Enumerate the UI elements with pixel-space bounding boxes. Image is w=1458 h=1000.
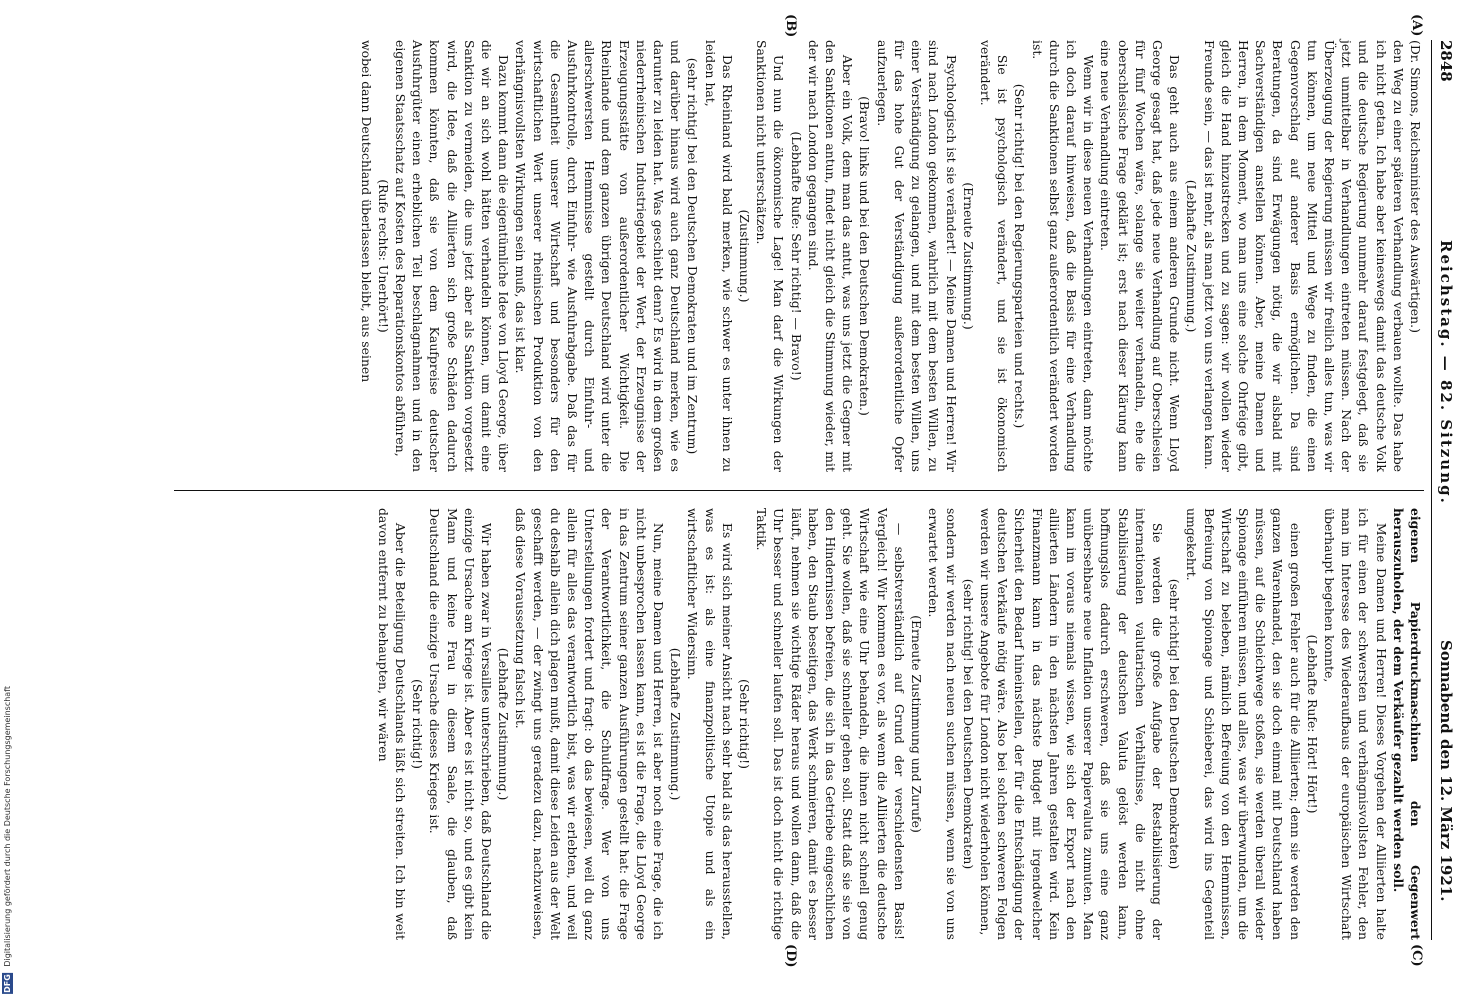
paragraph: (Bravo! links und bei den Deutschen Demokraten.) bbox=[857, 96, 873, 416]
margin-mark-d: (D) bbox=[783, 944, 798, 968]
running-head bbox=[1431, 40, 1458, 940]
paragraph: einen großen Fehler auch für die Alliierten; denn sie werden den ganzen Warenhandel, den sie doch einmal mit Deutschland haben müssen, auf die Schleichwege stoßen, sie werden überall wieder Spionage einführen müssen, und alles, was wir überwunden, um die Wirtschaft zu beleben, nämlich Befreiung von den Hemmnissen, Befreiung von Spionage und Schieberei, das wird ins Gegenteil umgekehrt. bbox=[1184, 508, 1303, 940]
column-divider bbox=[174, 490, 1424, 491]
paragraph: (Erneute Zustimmung.) bbox=[960, 182, 976, 330]
right-column bbox=[375, 508, 1424, 940]
left-column bbox=[357, 40, 1424, 472]
paragraph: den Weg zu einer späteren Verhandlung verbauen wollte. Das habe ich nicht getan. Ich habe aber keineswegs damit das deutsche Volk und die deutsche Regierung nunmehr darauf festgelegt, daß sie jetzt unmittelbar in Verhandlungen eintreten müssen. Nach der Überzeugung der Regierung müssen wir freilich alles tun, was wir tun können, um neue Mittel und Wege zu finden, die einen Gegenvorschlag auf anderer Basis ermöglichen. Da sind Beratungen, da sind Erwägungen nötig, die wir alsbald mit Sachverständigen anstellen können. Aber, meine Damen und Herren, in dem Moment, wo man uns eine solche Ohrfeige gibt, gleich die Hand hinzustrecken und zu sagen: wir wollen wieder Freunde sein, — das ist mehr, als man jetzt von uns verlangen kann. bbox=[1201, 40, 1406, 472]
paragraph: Wir haben zwar in Versailles unterschrieben, daß Deutschland die einzige Ursache am Kriege ist. Aber es ist nicht so, und es gibt kein Mann und keine Frau in diesem Saale, die glauben, daß Deutschland die einzige Ursache dieses Krieges ist. bbox=[427, 508, 495, 940]
margin-mark-c: (C) bbox=[1409, 944, 1424, 967]
paragraph: und darüber hinaus wird auch ganz Deutschland merken, wie es darunter zu leiden hat. Was geschieht denn? Es wird in dem großen niederrheinischen Industriegebiet der Wert, der Erzeugnisse der Erzeugungsstätte von außerordentlicher Wichtigkeit. Die Rheinlande und dem ganzen übrigen Deutschland wird unter die allerschwersten Hemmnisse gestellt durch Einfuhr- und Ausfuhrkontrolle, durch Einfuhr- wie Ausfuhrabgabe. Daß das für die Gesamtheit unserer Wirtschaft und besonders für den wirtschaftlichen Wert unserer rheinischen Produktion von den verhängnisvollsten Wirkungen sein muß, das ist klar. bbox=[513, 40, 684, 472]
paragraph: Das Rheinland wird bald merken, wie schwer es unter ihnen zu leiden hat, bbox=[702, 40, 735, 472]
credit-text: Digitalisierung gefördert durch die Deutsche Forschungsgemeinschaft bbox=[3, 686, 12, 967]
paragraph: (Rufe rechts: Unerhört!) bbox=[375, 179, 391, 333]
paragraph: wobei dann Deutschland überlassen bleibt, aus seinen bbox=[358, 40, 374, 383]
paragraph: Aber die Beteiligung Deutschlands läßt sich streiten. Ich bin weit davon entfernt zu behaupten, wir wären bbox=[375, 508, 409, 940]
digitization-credit bbox=[2, 686, 16, 994]
paragraph: (Zustimmung.) bbox=[737, 209, 753, 303]
paragraph: (sehr richtig! bei den Deutschen Demokraten) bbox=[960, 578, 976, 870]
paragraph: Meine Damen und Herren! Dieses Vorgehen der Alliierten halte ich für einen der schwersten und verhängnisvollsten Fehler, den man im Interesse des Wiederaufbaus der europäischen Wirtschaft überhaupt begehen konnte, bbox=[1321, 508, 1389, 940]
paragraph: (sehr richtig! bei den Deutschen Demokraten und im Zentrum) bbox=[685, 57, 701, 455]
paragraph: (Erneute Zustimmung und Zurufe) bbox=[909, 615, 925, 833]
paragraph: Und nun die ökonomische Lage! Man darf die Wirkungen der Sanktionen nicht unterschätzen. bbox=[754, 40, 787, 472]
margin-mark-a: (A) bbox=[1409, 14, 1424, 37]
paragraph: (Sehr richtig!) bbox=[410, 679, 426, 769]
paragraph: (Sehr richtig!) bbox=[737, 679, 753, 769]
dfg-logo: DFG bbox=[3, 974, 12, 993]
paragraph: Dazu kommt dann die eigentümliche Idee von Lloyd George, über die wir an sich wohl hätten verhandeln können, um damit eine Sanktion zu vermeiden, die uns jetzt aber als Sanktion vorgesetzt wird, die Idee, daß die Alliierten sich große Schäden dadurch kommen könnten, daß sie von dem Kaufpreise deutscher Ausfuhrgüter einen erheblichen Teil beschlagnahmen und in den eigenen Staatsschatz auf Kosten des Reparationskontos abführen, bbox=[393, 40, 512, 472]
paragraph: Nun, meine Damen und Herren, ist aber noch eine Frage, die ich nicht unbesprochen lassen kann, es ist die Frage, die Lloyd George in das Zentrum seiner ganzen Ausführungen gestellt hat: die Frage der Verantwortlichkeit, die Schuldfrage. Wer von uns Unterstellungen fordert und fragt: ob das bewiesen, weil du ganz allein für alles das verantwortlich bist, was wir erlebten, und weil du deshalb allein dich plagen mußt, damit diese Leiden aus der Welt geschafft werden, — der zwingt uns geradezu dazu, nachzuweisen, daß diese Voraussetzung falsch ist. bbox=[513, 508, 667, 940]
paragraph: (Lebhafte Zustimmung.) bbox=[1184, 179, 1200, 333]
paragraph: eigenen Papierdruckmaschinen den Gegenwert herauszuholen, der dem Verkäufer gezahlt werden soll. bbox=[1390, 508, 1423, 940]
paragraph: Es wird sich meiner Ansicht nach sehr bald als das herausstellen, was es ist: als eine finanzpolitische Utopie und als ein wirtschaftlicher Widersinn. bbox=[685, 508, 735, 940]
paragraph: Psychologisch ist sie verändert! — Meine Damen und Herren! Wir sind nach London gekommen, wahrlich mit dem besten Willen, zu einer Verständigung zu gelangen, und mit dem besten Willen, uns für das hohe Gut der Verständigung außerordentliche Opfer aufzuerlegen. bbox=[874, 40, 959, 472]
paragraph: (Dr. Simons, Reichsminister des Auswärtigen.) bbox=[1408, 40, 1423, 333]
paragraph: (Sehr richtig! bei den Regierungsparteien und rechts.) bbox=[1012, 83, 1028, 429]
paragraph: Sie ist psychologisch verändert, und sie ist ökonomisch verändert. bbox=[977, 40, 1011, 472]
paragraph: sondern wir werden nach neuen suchen müssen, wenn sie von uns erwartet werden. bbox=[926, 508, 959, 940]
paragraph: (Lebhafte Rufe: Hört! Hört!) bbox=[1304, 634, 1320, 814]
newspaper-page bbox=[158, 14, 1458, 968]
margin-mark-b: (B) bbox=[783, 14, 798, 38]
paragraph: Das geht auch aus einem anderen Grunde nicht. Wenn Lloyd George gesagt hat, daß jede neue Verhandlung auf Oberschlesien für fünf Wochen wäre, solange sie weiter verhandeln, ehe die oberschlesische Frage geklärt ist; erst nach dieser Klärung kann eine neue Verhandlung eintreten. bbox=[1098, 40, 1183, 472]
paragraph: Sie werden die große Aufgabe der Restabilisierung der internationalen valutarischen Verhältnisse, die nicht ohne Stabilisierung der deutschen Valuta gelöst werden kann, hoffnungslos dadurch erschweren, daß sie uns eine ganz unübersehbare neue Inflation unserer Papiervaluta zumuten. Man kann im voraus niemals wissen, wie sich der Export nach den alliierten Ländern in den nächsten Jahren gestalten wird. Kein Finanzmann kann in das nächste Budget mit irgendwelcher Sicherheit den Bedarf hineinstellen, der für die Entschädigung der deutschen Verkäufe nötig wäre. Also bei solchen schweren Folgen werden wir unsere Angebote für London nicht wiederholen können, bbox=[977, 508, 1165, 940]
paragraph: (Lebhafte Zustimmung.) bbox=[668, 647, 684, 801]
paragraph: (Lebhafte Zustimmung.) bbox=[496, 647, 512, 801]
paragraph: Aber ein Volk, dem man das antut, was uns jetzt die Gegner mit den Sanktionen antun, findet nicht gleich die Stimmung wieder, mit der wir nach London gegangen sind. bbox=[805, 40, 856, 472]
page-title: Reichstag. — 82. Sitzung. bbox=[1437, 240, 1455, 505]
paragraph: (Lebhafte Rufe: Sehr richtig! — Bravo!) bbox=[788, 131, 804, 381]
issue-date: Sonnabend den 12. März 1921. bbox=[1437, 640, 1455, 902]
paragraph: Wenn wir in diese neuen Verhandlungen eintreten, dann möchte ich doch darauf hinweisen, daß die Basis für eine Verhandlung durch die Sanktionen selbst ganz außerordentlich verändert worden ist. bbox=[1029, 40, 1097, 472]
page-number: 2848 bbox=[1437, 40, 1455, 82]
paragraph: — selbstverständlich auf Grund der verschiedensten Basis! Vergleich! Wir kommen es vor, als wenn die Alliierten die deutsche Wirtschaft wie eine Uhr behandeln, die ihnen nicht schnell genug geht. Sie wollen, daß sie schneller gehen soll. Statt daß sie sie von den Hindernissen befreien, die sich in das Getriebe eingeschlichen haben, den Staub beseitigen, das Werk schmieren, damit es besser läuft, nehmen sie wichtige Räder heraus und wollen dann, daß die Uhr besser und schneller laufen soll. Das ist doch nicht die richtige Taktik. bbox=[754, 508, 907, 940]
paragraph: (sehr richtig! bei den Deutschen Demokraten) bbox=[1167, 578, 1183, 870]
